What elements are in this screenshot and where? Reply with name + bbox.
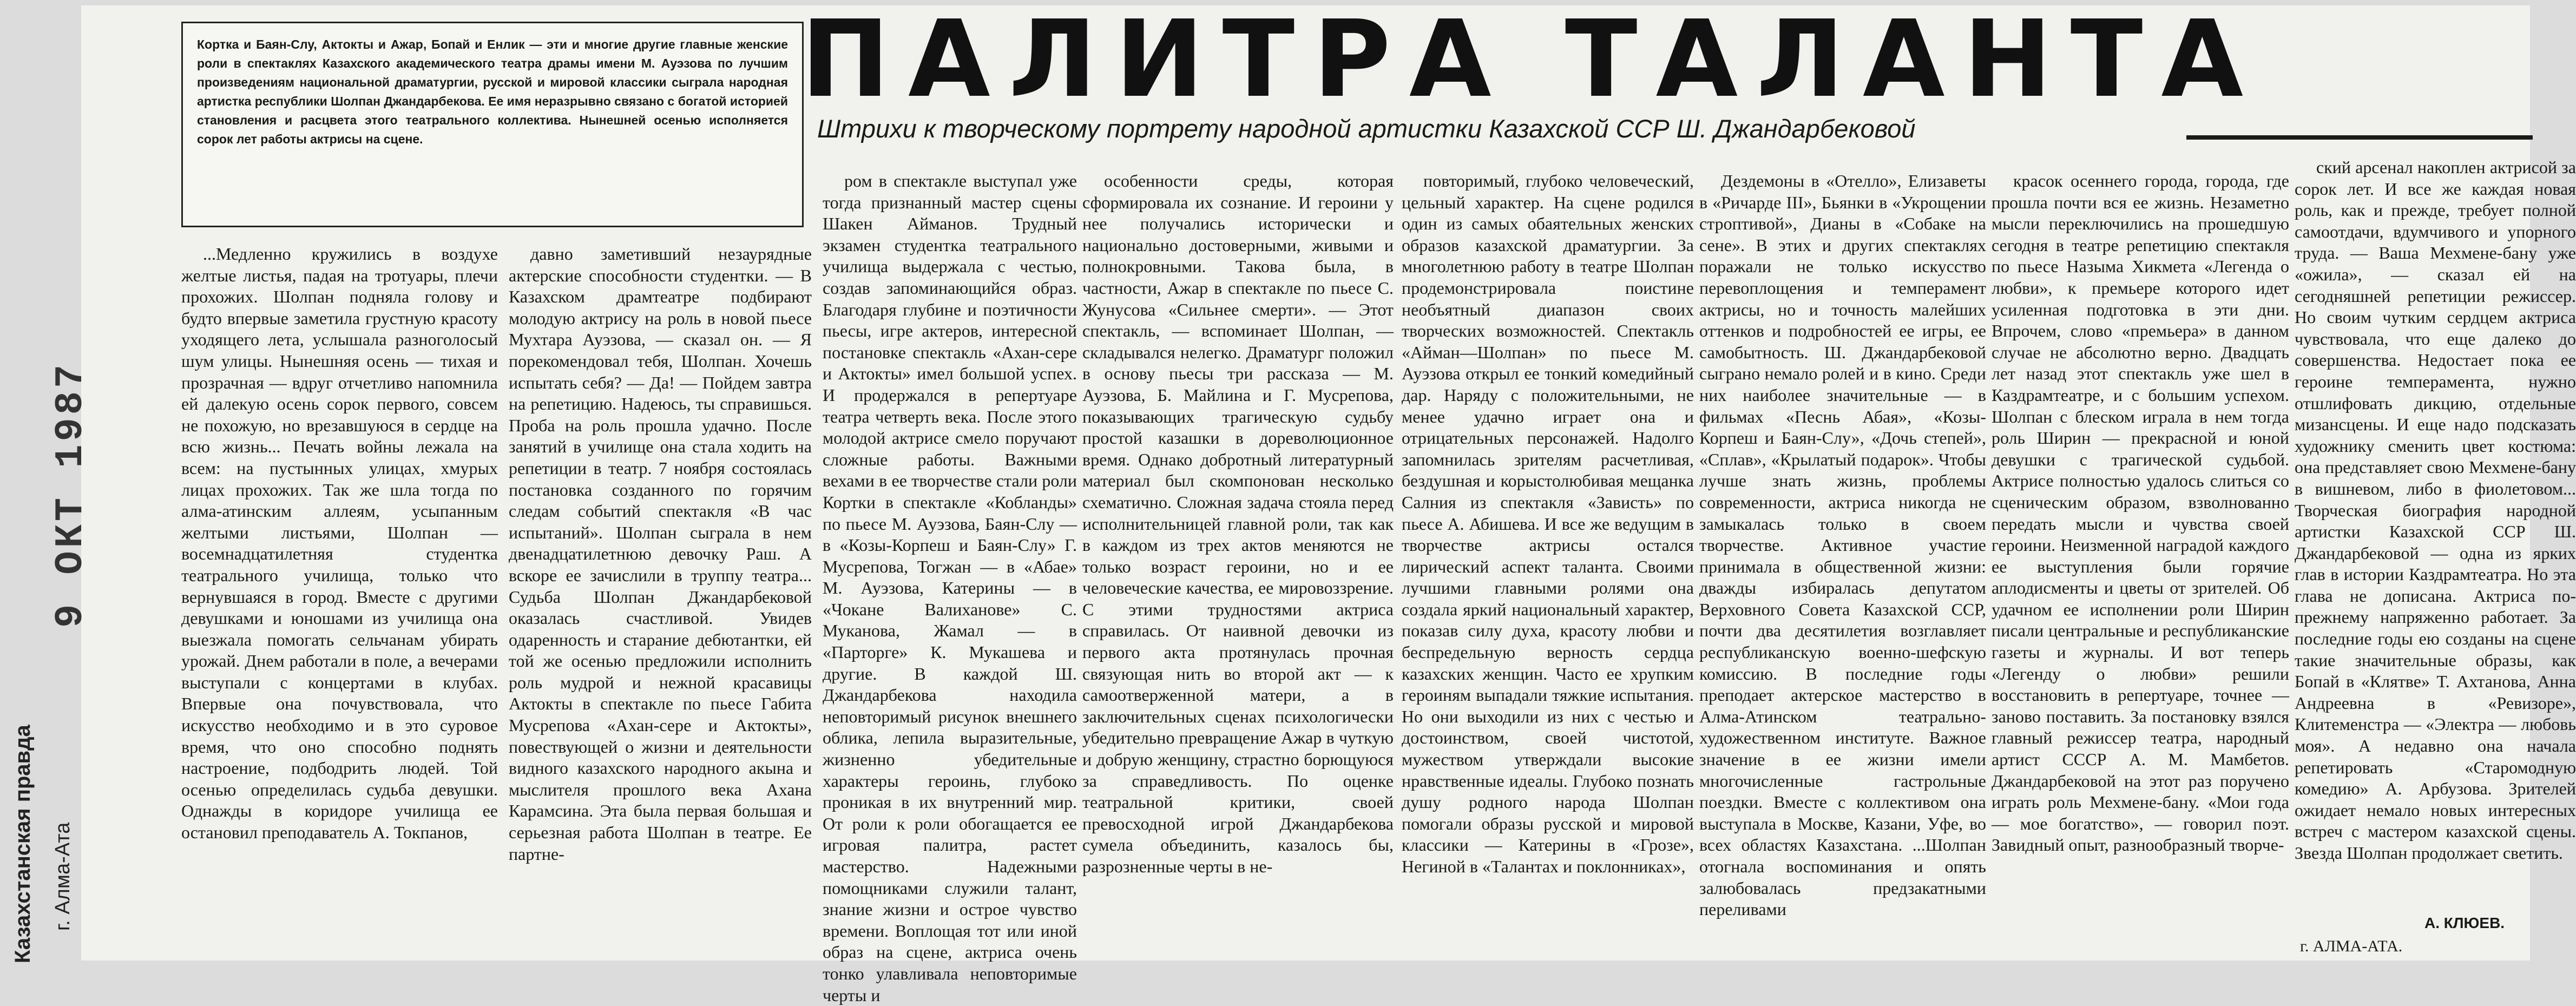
article-column-7 <box>1992 170 2289 961</box>
column-7-text: красок осеннего города, города, где прошла почти вся ее жизнь. Незаметно мысли переключились на прошедшую сегодня в театре репетицию спектакля по пьесе Назыма Хикмета «Легенда о любви», к премьере которого идет усиленная подготовка в эти дни. Впрочем, слово «премьера» в данном случае не абсолютно верно. Двадцать лет назад этот спектакль уже шел в Каздрамтеатре, и с большим успехом. Шолпан с блеском играла в нем тогда роль Ширин — прекрасной и юной девушки с трагической судьбой. Актрисе полностью удалось слиться со сценическим образом, взволнованно передать мысли и чувства своей героини. Неизменной наградой каждого ее выступления были горячие аплодисменты и цветы от зрителей. Об удачном ее исполнении роли Ширин писали центральные и республиканские газеты и журналы. И вот теперь «Легенду о любви» решили восстановить в репертуаре, точнее — заново поставить. За постановку взялся главный режиссер театра, народный артист СССР А. М. Мамбетов. Джандарбековой на этот раз поручено играть роль Мехмене-бану. «Мои года — мое богатство», — говорил поэт. Завидный опыт, разнообразный творче- <box>1992 171 2289 855</box>
column-6-text: Дездемоны в «Отелло», Елизаветы в «Ричарде III», Бьянки в «Укрощении строптивой», Дианы в «Собаке на сене». В этих и других спектаклях поражали не только искусство перевоплощения и темперамент актрисы, но и точность малейших оттенков и подробностей ее игры, ее самобытность. Ш. Джандарбековой сыграно немало ролей и в кино. Среди них наиболее значительные — в фильмах «Песнь Абая», «Козы-Корпеш и Баян-Слу», «Дочь степей», «Сплав», «Крылатый подарок». Чтобы лучше знать жизнь, проблемы современности, актриса никогда не замыкалась только в своем творчестве. Активное участие принимала в общественной жизни: дважды избиралась депутатом Верховного Совета Казахской ССР, почти два десятилетия возглавляет республиканскую военно-шефскую комиссию. В последние годы преподает актерское мастерство в Алма-Атинском театрально-художественном институте. Важное значение в ее жизни имели многочисленные гастрольные поездки. Вместе с коллективом она выступала в Москве, Казани, Уфе, во всех областях Казахстана. ...Шолпан отогнала воспоминания и опять залюбовалась предзакатными переливами <box>1699 171 1986 919</box>
article-column-2 <box>509 244 812 958</box>
column-8-text: ский арсенал накоплен актрисой за сорок лет. И все же каждая новая роль, как и прежде, требует полной самоотдачи, вдумчивого и упорного труда. — Ваша Мехмене-бану уже «ожила», — сказал ей на сегодняшней репетиции режиссер. Но своим чутким сердцем актриса чувствовала, что еще далеко до совершенства. Недостает пока ее героине темперамента, нужно отшлифовать дикцию, отдельные мизансцены. И еще надо подсказать художнику сменить цвет костюма: она представляет свою Мехмене-бану в вишневом, либо в фиолетовом... Творческая биография народной артистки Казахской ССР Ш. Джандарбековой — одна из ярких глав в истории Каздрамтеатра. Но эта глава не дописана. Актриса по-прежнему напряженно работает. За последние годы ею созданы на сцене такие значительные образы, как Бопай в «Клятве» Т. Ахтанова, Анна Андреевна в «Ревизоре», Клитеменстра — «Электра — любовь моя». А недавно она начала репетировать «Старомодную комедию» А. Арбузова. Зрителей ожидает немало новых интересных встреч с мастером казахской сцены. Звезда Шолпан продолжает светить. <box>2295 157 2576 863</box>
subtitle-rule <box>2186 135 2533 140</box>
stamp-city: г. Алма-Ата <box>51 822 74 931</box>
article-column-1 <box>181 244 498 958</box>
article-column-3 <box>823 170 1077 1005</box>
article-column-8 <box>2295 157 2576 958</box>
newspaper-clipping <box>81 0 2576 1005</box>
newspaper-name-stamp: Казахстанская правда <box>11 725 35 963</box>
article-column-4 <box>1082 170 1394 961</box>
article-intro: Кортка и Баян-Слу, Актокты и Ажар, Бопай и Енлик — эти и многие другие главные женские роли в спектаклях Казахского академического театра драмы имени М. Ауэзова по лучшим произведениям национальной драматургии, русской и мировой классики сыграла народная артистка республики Шолпан Джандарбекова. Ее имя неразрывно связано с богатой историей становления и расцвета этого театрального коллектива. Нынешней осенью исполняется сорок лет работы актрисы на сцене. <box>181 22 804 227</box>
article-subtitle: Штрихи к творческому портрету народной артистки Казахской ССР Ш. Джандарбековой <box>817 114 1916 143</box>
column-4-text: особенности среды, которая сформировала их сознание. И героини у нее получались исторически и национально достоверными, живыми и полнокровными. Такова была, в частности, Ажар в спектакле по пьесе С. Жунусова «Сильнее смерти». — Этот спектакль, — вспоминает Шолпан, — складывался нелегко. Драматург положил в основу пьесы три рассказа — М. Ауэзова, Б. Майлина и Г. Мусрепова, показывающих трагическую судьбу простой казашки в дореволюционное время. Однако добротный литературный материал был скомпонован несколько схематично. Сложная задача стояла перед исполнительницей главной роли, так как в каждом из трех актов меняются не только возраст героини, но и ее человеческие качества, ее мировоззрение. С этими трудностями актриса справилась. От наивной девочки из первого акта протянулась прочная связующая нить во второй акт — к самоотверженной матери, а в заключительных сценах психологически убедительно превращение Ажар в чуткую и добрую женщину, страстно борющуюся за справедливость. По оценке театральной критики, своей превосходной игрой Джандарбекова сумела объединить, казалось бы, разрозненные черты в не- <box>1082 171 1394 876</box>
column-5-text: повторимый, глубоко человеческий, цельный характер. На сцене родился один из самых обаятельных женских образов казахской драматургии. За многолетнюю работу в театре Шолпан продемонстрировала поистине необъятный диапазон своих творческих возможностей. Спектакль «Айман—Шолпан» по пьесе М. Ауэзова открыл ее тонкий комедийный дар. Наряду с положительными, не менее удачно играет она и отрицательных персонажей. Надолго запомнилась зрителям расчетливая, бездушная и корыстолюбивая мещанка Салния из спектакля «Зависть» по пьесе А. Абишева. И все же ведущим в творчестве актрисы остался лирический аспект таланта. Своими лучшими главными ролями она создала яркий национальный характер, показав силу духа, красоту любви и беспредельную верность сердца казахских женщин. Часто ее хрупким героиням выпадали тяжкие испытания. Но они выходили из них с честью и достоинством, своей чистотой, мужеством утверждали высокие нравственные идеалы. Глубоко познать душу родного народа Шолпан помогали образы русской и мировой классики — Катерины в «Грозе», Негиной в «Талантах и поклонниках», <box>1402 171 1694 876</box>
article-column-6 <box>1699 170 1986 961</box>
author-signature: А. КЛЮЕВ. <box>2424 915 2505 931</box>
column-1-text: ...Медленно кружились в воздухе желтые листья, падая на тротуары, плечи прохожих. Шолпан подняла голову и будто впервые заметила грустную красоту уходящего лета, услышала разноголосый шум улицы. Нынешняя осень — тихая и прозрачная — вдруг отчетливо напомнила ей далекую осень сорок первого, совсем не похожую, но врезавшуюся в сердце на всю жизнь... Печать войны лежала на всем: на пустынных улицах, хмурых лицах прохожих. Так же шла тогда по алма-атинским аллеям, усыпанным желтыми листьями, Шолпан — восемнадцатилетняя студентка театрального училища, только что вернувшаяся в город. Вместе с другими девушками и юношами из училища она выезжала помогать сельчанам убирать урожай. Днем работали в поле, а вечерами выступали с концертами в клубах. Впервые она почувствовала, что искусство необходимо и в это суровое время, что оно способно поднять настроение, подбодрить людей. Той осенью определилась судьба девушки. Однажды в коридоре училища ее остановил преподаватель А. Токпанов, <box>181 244 498 843</box>
date-stamp: 9 ОКТ 1987 <box>49 361 93 628</box>
column-3-text: ром в спектакле выступал уже тогда признанный мастер сцены Шакен Айманов. Трудный экзамен студентка театрального училища выдержала с честью, создав запоминающийся образ. Благодаря глубине и поэтичности пьесы, игре актеров, интересной постановке спектакль «Ахан-сере и Актокты» имел большой успех. И продержался в репертуаре театра четверть века. После этого молодой актрисе смело поручают сложные работы. Важными вехами в ее творчестве стали роли Кортки в спектакле «Кобланды» по пьесе М. Ауэзова, Баян-Слу — в «Козы-Корпеш и Баян-Слу» Г. Мусрепова, Тогжан — в «Абае» М. Ауэзова, Катерины — в «Чокане Валиханове» С. Муканова, Жамал — в «Парторге» К. Мукашева и другие. В каждой Ш. Джандарбекова находила неповторимый рисунок внешнего облика, лепила выразительные, жизненно убедительные характеры героинь, глубоко проникая в их внутренний мир. От роли к роли обогащается ее игровая палитра, растет мастерство. Надежными помощниками служили талант, знание жизни и острое чувство времени. Воплощая тот или иной образ на сцене, актриса очень тонко улавливала неповторимые черты и <box>823 171 1077 1005</box>
article-column-5 <box>1402 170 1694 961</box>
column-2-text: давно заметивший незаурядные актерские способности студентки. — В Казахском драмтеатре подбирают молодую актрису на роль в новой пьесе Мухтара Ауэзова, — сказал он. — Я порекомендовал тебя, Шолпан. Хочешь испытать себя? — Да! — Пойдем завтра на репетицию. Надеюсь, ты справишься. Проба на роль прошла удачно. После занятий в училище она стала ходить на репетиции в театр. 7 ноября состоялась постановка созданного по горячим следам событий спектакля «В час испытаний». Шолпан сыграла в нем двенадцатилетнюю девочку Раш. А вскоре ее зачислили в труппу театра... Судьба Шолпан Джандарбековой оказалась счастливой. Увидев одаренность и старание дебютантки, ей той же осенью предложили исполнить роль мудрой и нежной красавицы Актокты в спектакле по пьесе Габита Мусрепова «Ахан-сере и Актокты», повествующей о жизни и деятельности видного казахского народного акына и мыслителя прошлого века Ахана Карамсина. Эта была первая большая и серьезная работа Шолпан в театре. Ее партне- <box>509 244 812 864</box>
article-headline: ПАЛИТРА ТАЛАНТА <box>801 0 2262 121</box>
dateline-city: г. АЛМА-АТА. <box>2300 937 2403 955</box>
